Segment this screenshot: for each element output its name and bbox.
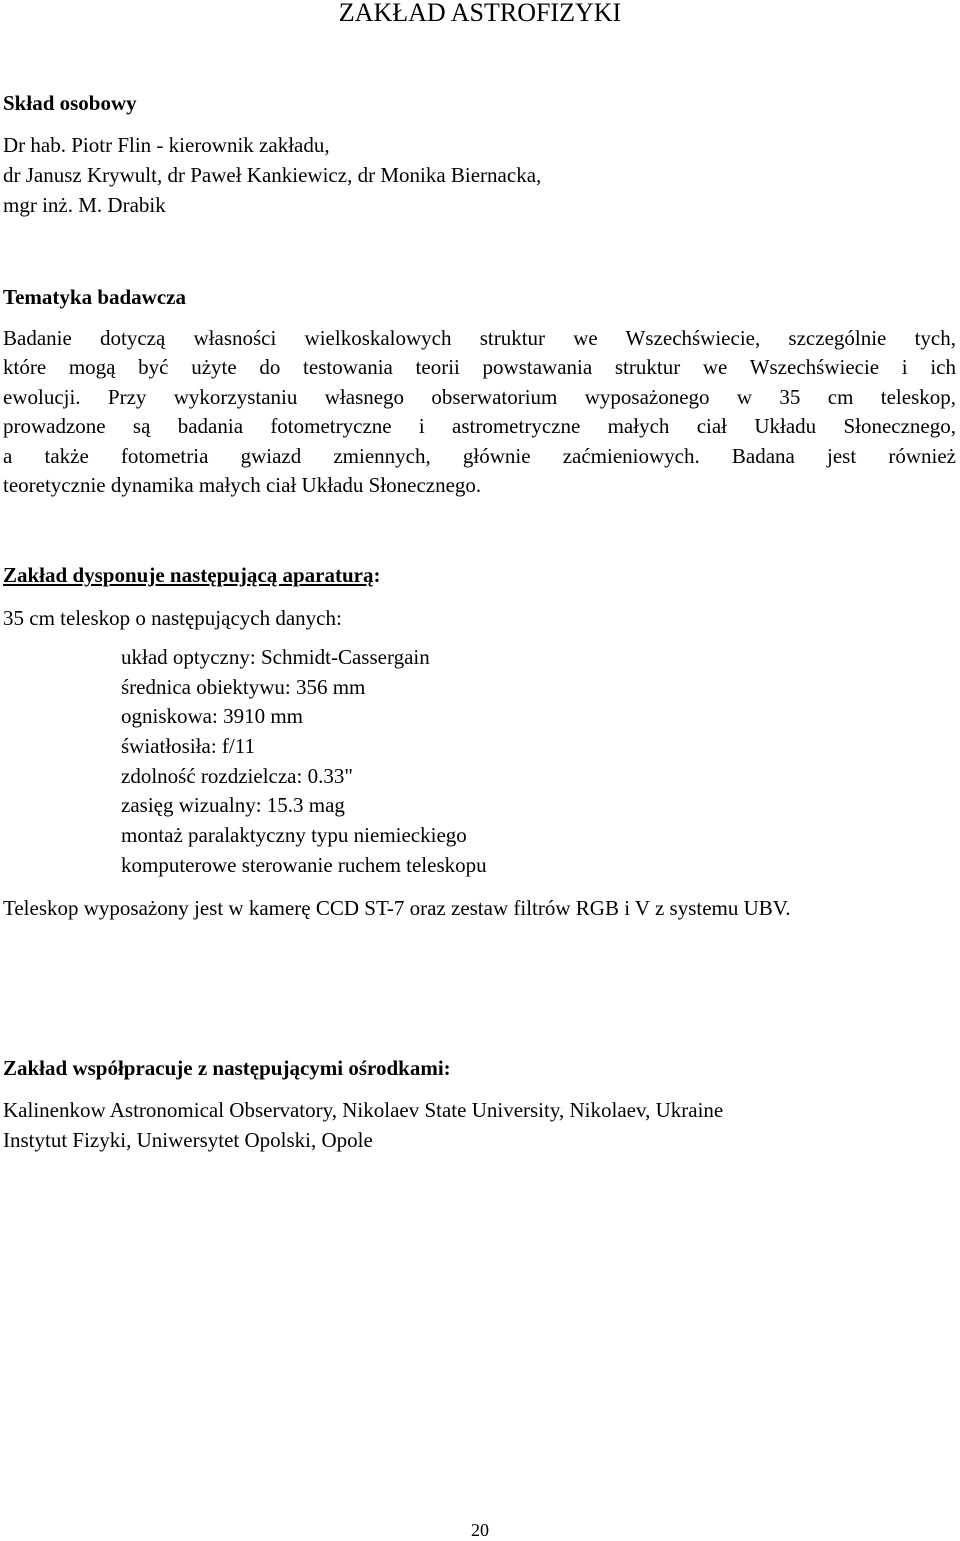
- equipment-heading-suffix: :: [373, 563, 381, 587]
- spec-item: komputerowe sterowanie ruchem teleskopu: [121, 852, 487, 877]
- spec-item: zdolność rozdzielcza: 0.33": [121, 763, 353, 788]
- telescope-spec-list: [121, 643, 487, 881]
- research-line: Badanie dotyczą własności wielkoskalowych struktur we Wszechświecie, szczególnie tych,: [3, 326, 956, 350]
- spec-item: zasięg wizualny: 15.3 mag: [121, 793, 345, 818]
- research-section: [3, 282, 956, 500]
- equipment-section: [3, 560, 956, 633]
- staff-line: Dr hab. Piotr Flin - kierownik zakładu,: [3, 133, 330, 157]
- spec-item: montaż paralaktyczny typu niemieckiego: [121, 823, 467, 848]
- research-line: a także fotometria gwiazd zmiennych, głównie zaćmieniowych. Badana jest również: [3, 443, 956, 468]
- equipment-note-block: [3, 893, 956, 923]
- cooperation-section: [3, 1053, 956, 1155]
- equipment-heading-text: Zakład dysponuje następującą aparaturą: [3, 563, 374, 587]
- research-line: teoretycznie dynamika małych ciał Układu Słonecznego.: [3, 472, 482, 497]
- spec-item: średnica obiektywu: 356 mm: [121, 674, 366, 699]
- research-line: ewolucji. Przy wykorzystaniu własnego obserwatorium wyposażonego w 35 cm teleskop,: [3, 384, 956, 409]
- staff-line: dr Janusz Krywult, dr Paweł Kankiewicz, dr Monika Biernacka,: [3, 163, 542, 187]
- equipment-heading: [3, 560, 956, 590]
- cooperation-line: Instytut Fizyki, Uniwersytet Opolski, Opole: [3, 1128, 373, 1152]
- equipment-note: Teleskop wyposażony jest w kamerę CCD ST-7 oraz zestaw filtrów RGB i V z systemu UBV.: [3, 896, 791, 920]
- equipment-intro: 35 cm teleskop o następujących danych:: [3, 606, 342, 630]
- spec-item: ogniskowa: 3910 mm: [121, 704, 303, 729]
- cooperation-heading: Zakład współpracuje z następującymi ośrodkami:: [3, 1056, 451, 1080]
- research-line: prowadzone są badania fotometryczne i astrometryczne małych ciał Układu Słonecznego,: [3, 414, 956, 439]
- research-paragraph: [3, 324, 956, 500]
- spec-item: układ optyczny: Schmidt-Cassergain: [121, 645, 430, 669]
- research-line: które mogą być użyte do testowania teorii powstawania struktur we Wszechświecie i ich: [3, 355, 956, 380]
- research-heading: Tematyka badawcza: [3, 285, 186, 309]
- page-title: ZAKŁAD ASTROFIZYKI: [338, 0, 622, 27]
- spec-item: światłosiła: f/11: [121, 734, 255, 759]
- staff-heading: Skład osobowy: [3, 91, 137, 115]
- page-number: 20: [471, 1520, 489, 1540]
- staff-section: [3, 88, 956, 220]
- staff-line: mgr inż. M. Drabik: [3, 193, 166, 217]
- cooperation-line: Kalinenkow Astronomical Observatory, Nikolaev State University, Nikolaev, Ukraine: [3, 1098, 724, 1122]
